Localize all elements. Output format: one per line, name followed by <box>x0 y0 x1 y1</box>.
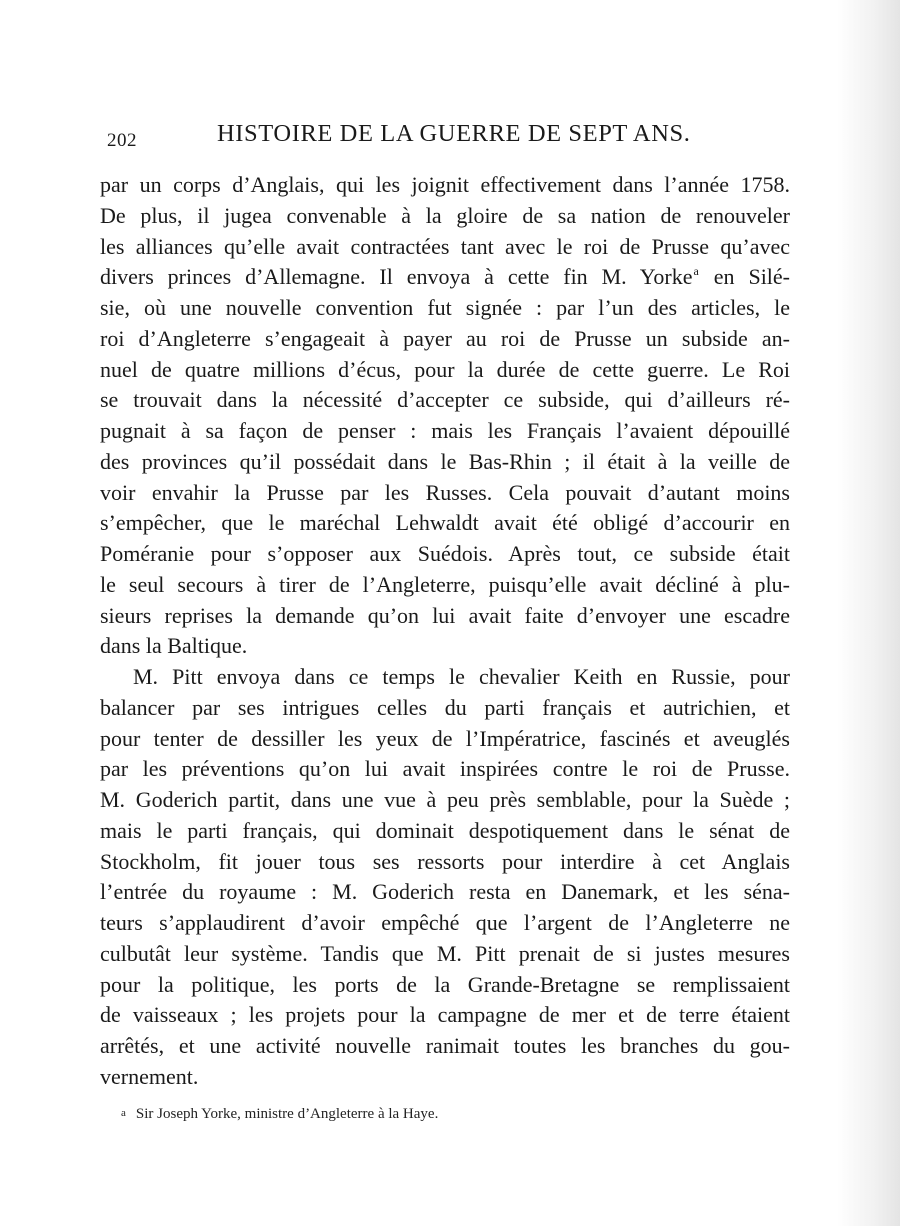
text-segment: divers princes d’Allemagne. Il envoya à cette fin M. Yorke <box>100 264 693 290</box>
paragraph-first-line: M. Pitt envoya dans ce temps le chevalier Keith en Russie, pour <box>133 664 790 689</box>
text-line: nuel de quatre millions d’écus, pour la durée de cette guerre. Le Roi <box>100 356 790 382</box>
text-line: le seul secours à tirer de l’Angleterre, puisqu’elle avait décliné à plu- <box>100 571 790 597</box>
text-line: sie, où une nouvelle convention fut signée : par l’un des articles, le <box>100 295 790 320</box>
text-line: des provinces qu’il possédait dans le Bas-Rhin ; il était à la veille de <box>100 448 790 474</box>
text-line: voir envahir la Prusse par les Russes. Cela pouvait d’autant moins <box>100 479 790 505</box>
text-line-with-note-ref <box>100 262 790 293</box>
text-line: mais le parti français, qui dominait despotiquement dans le sénat de <box>100 817 790 843</box>
footnote <box>121 1106 438 1123</box>
text-line: M. Goderich partit, dans une vue à peu près semblable, pour la Suède ; <box>100 787 790 812</box>
text-line: par les préventions qu’on lui avait inspirées contre le roi de Prusse. <box>100 756 790 782</box>
text-line: Poméranie pour s’opposer aux Suédois. Après tout, ce subside était <box>100 541 790 566</box>
text-line: l’entrée du royaume : M. Goderich resta en Danemark, et les séna- <box>100 879 790 905</box>
text-line: De plus, il jugea convenable à la gloire de sa nation de renouveler <box>100 202 790 228</box>
text-line: roi d’Angleterre s’engageait à payer au roi de Prusse un subside an- <box>100 325 790 351</box>
running-head <box>107 120 793 154</box>
text-line: s’empêcher, que le maréchal Lehwaldt avait été obligé d’accourir en <box>100 510 790 536</box>
text-line: culbutât leur système. Tandis que M. Pitt prenait de si justes mesures <box>100 940 790 966</box>
text-line: teurs s’applaudirent d’avoir empêché que l’argent de l’Angleterre ne <box>100 910 790 935</box>
running-title: HISTOIRE DE LA GUERRE DE SEPT ANS. <box>217 120 691 147</box>
body-text <box>100 170 790 1093</box>
text-line: vernement. <box>100 1063 199 1089</box>
text-segment: en Silé- <box>713 264 791 290</box>
text-line: pugnait à sa façon de penser : mais les Français l’avaient dépouillé <box>100 418 790 443</box>
text-line: sieurs reprises la demande qu’on lui avait faite d’envoyer une escadre <box>100 602 790 628</box>
text-line: arrêtés, et une activité nouvelle ranimait toutes les branches du gou- <box>100 1033 790 1058</box>
text-line: se trouvait dans la nécessité d’accepter ce subside, qui d’ailleurs ré- <box>100 387 790 413</box>
text-line: balancer par ses intrigues celles du parti français et autrichien, et <box>100 694 790 720</box>
footnote-reference[interactable]: a <box>693 264 699 279</box>
text-line: pour la politique, les ports de la Grande-Bretagne se remplissaient <box>100 971 790 997</box>
text-line: les alliances qu’elle avait contractées tant avec le roi de Prusse qu’avec <box>100 233 790 259</box>
footnote-mark: a <box>121 1107 126 1119</box>
text-line: par un corps d’Anglais, qui les joignit effectivement dans l’année 1758. <box>100 172 790 197</box>
text-line: dans la Baltique. <box>100 633 248 659</box>
page-number: 202 <box>107 130 137 151</box>
text-line: de vaisseaux ; les projets pour la campagne de mer et de terre étaient <box>100 1002 790 1028</box>
footnote-text: Sir Joseph Yorke, ministre d’Angleterre à la Haye. <box>135 1106 439 1122</box>
text-line: pour tenter de dessiller les yeux de l’Impératrice, fascinés et aveuglés <box>100 725 790 751</box>
text-line: Stockholm, fit jouer tous ses ressorts pour interdire à cet Anglais <box>100 848 790 874</box>
